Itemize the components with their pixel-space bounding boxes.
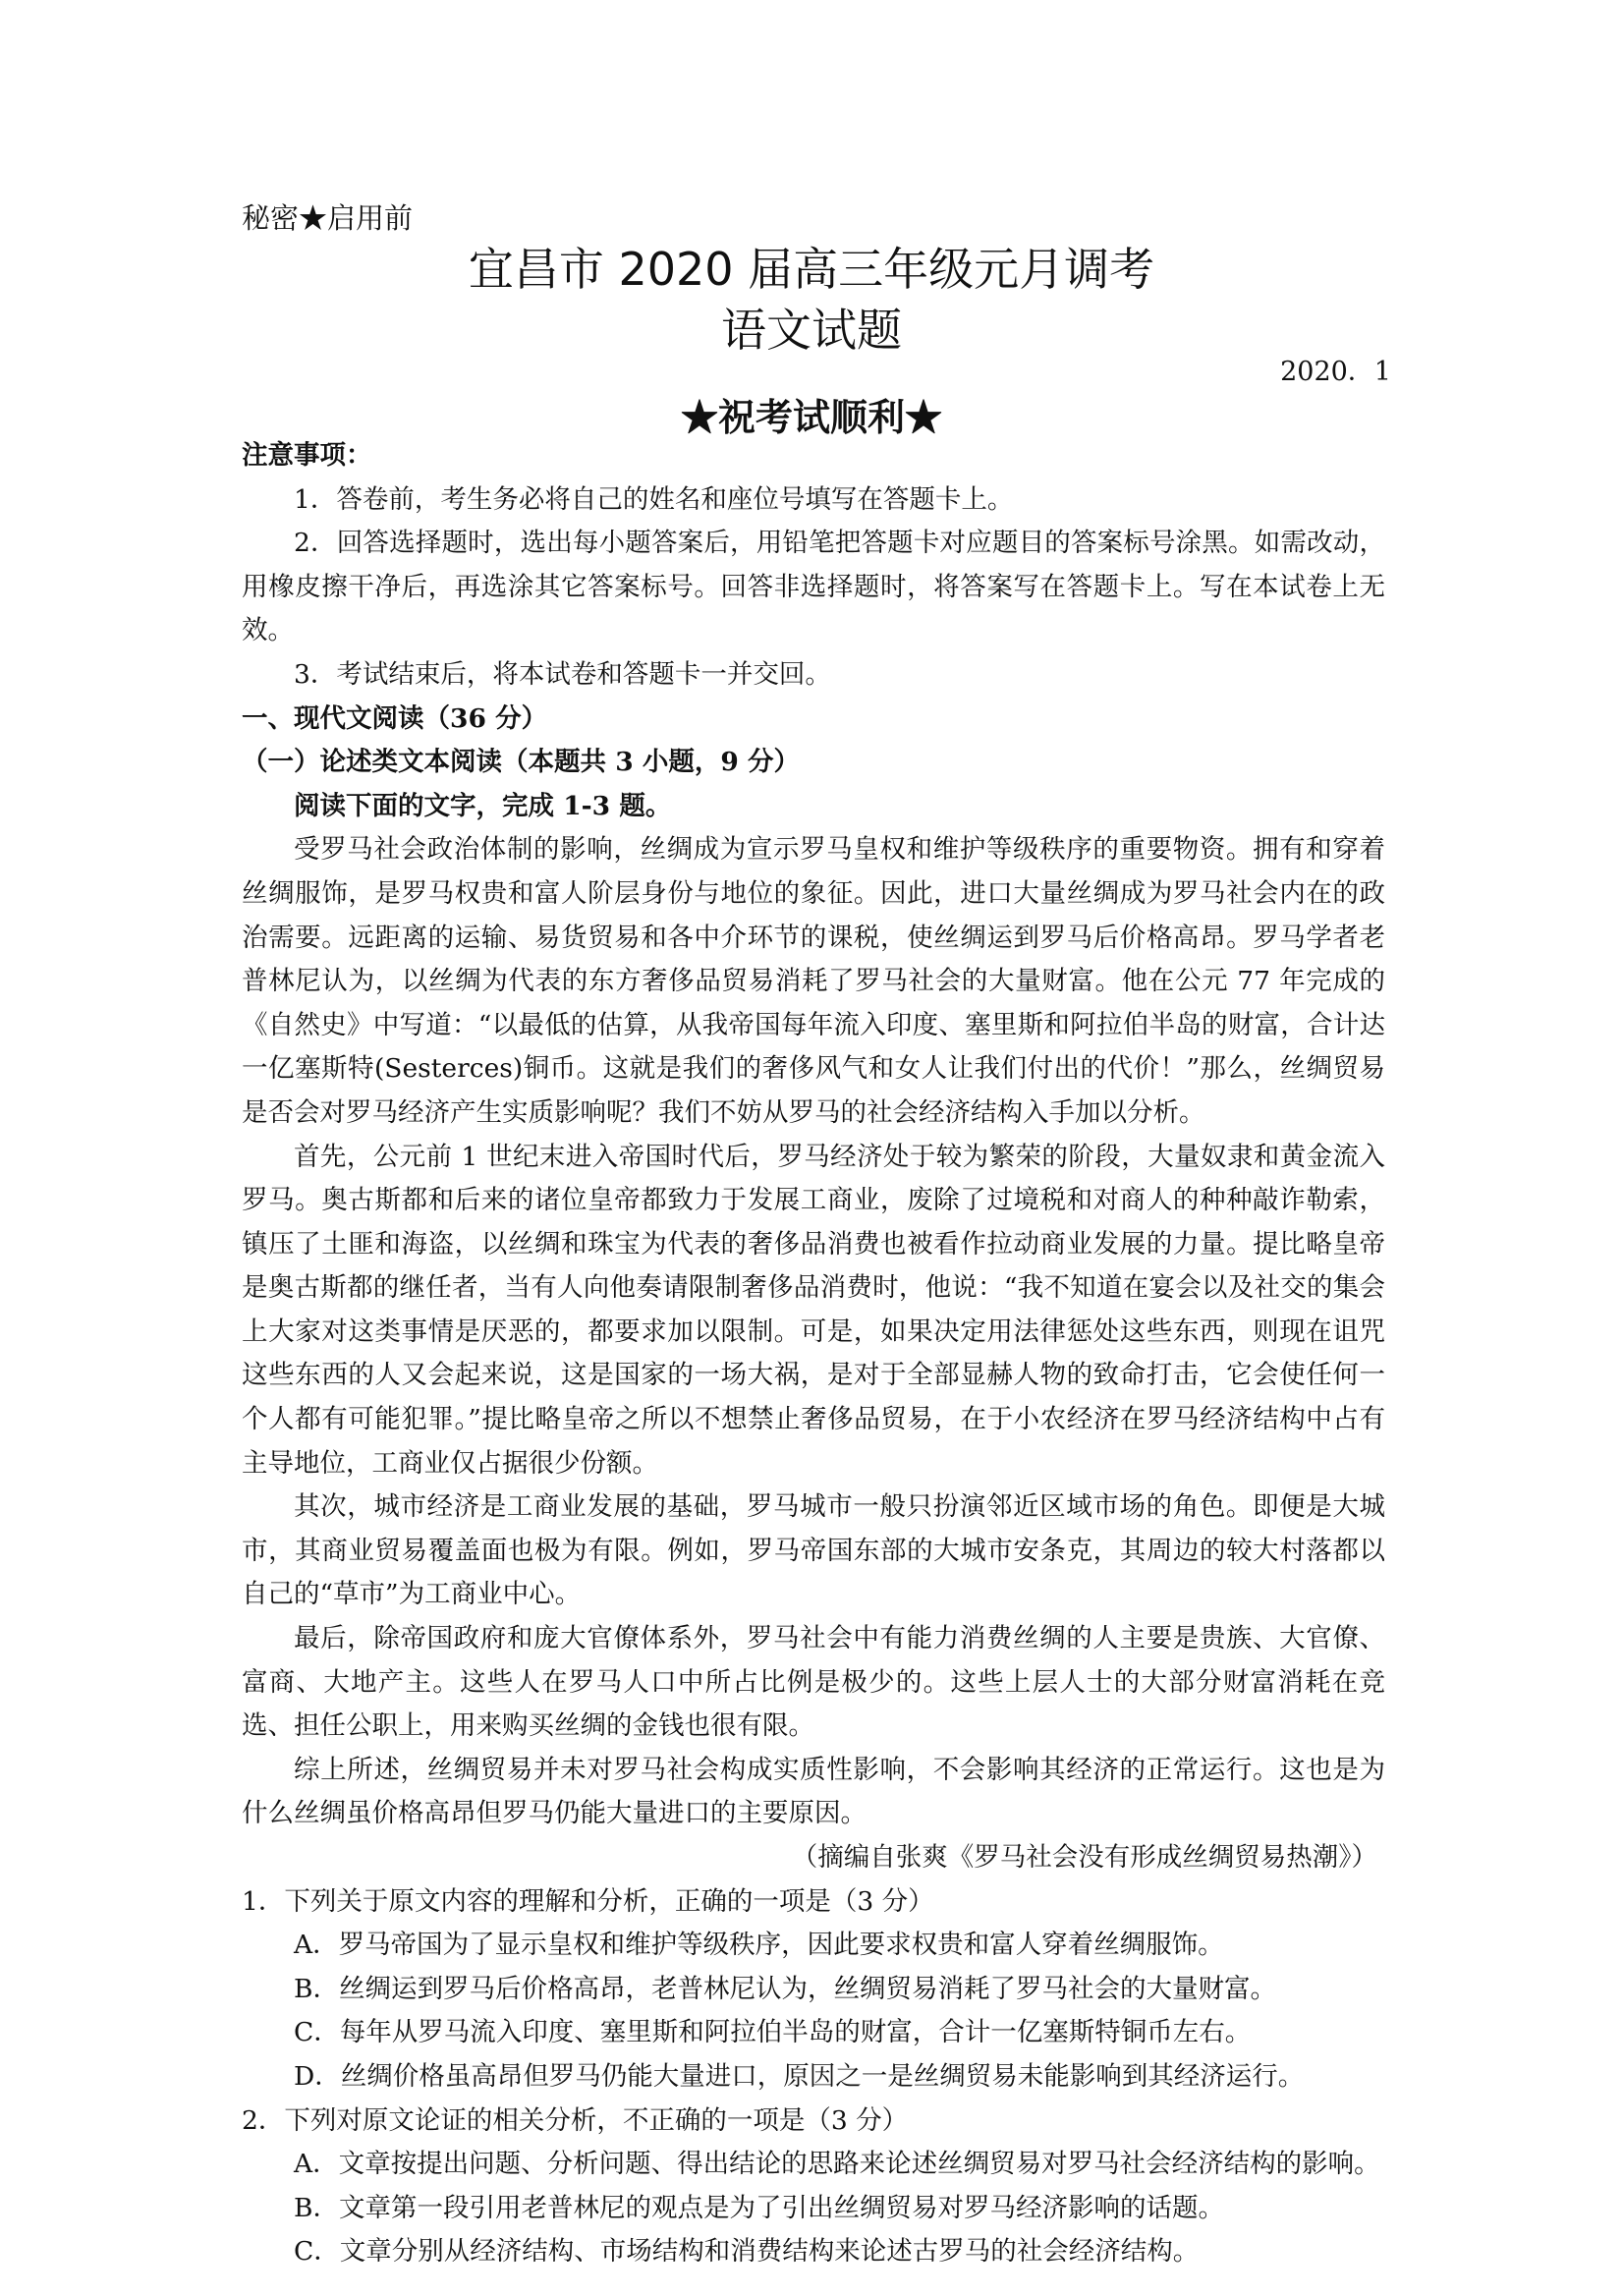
question-option: B．丝绸运到罗马后价格高昂，老普林尼认为，丝绸贸易消耗了罗马社会的大量财富。: [294, 1973, 1276, 2004]
passage-paragraph: 首先，公元前 1 世纪末进入帝国时代后，罗马经济处于较为繁荣的阶段，大量奴隶和黄金流入罗马。奥古斯都和后来的诸位皇帝都致力于发展工商业，废除了过境税和对商人的种种敲诈勒索，镇压了土匪和海盗，以丝绸和珠宝为代表的奢侈品消费也被看作拉动商业发展的力量。提比略皇帝是奥古斯都的继任者，当有人向他奏请限制奢侈品消费时，他说：“我不知道在宴会以及社交的集会上大家对这类事情是厌恶的，都要求加以限制。可是，如果决定用法律惩处这些东西，则现在诅咒这些东西的人又会起来说，这是国家的一场大祸，是对于全部显赫人物的致命打击，它会使任何一个人都有可能犯罪。”提比略皇帝之所以不想禁止奢侈品贸易，在于小农经济在罗马经济结构中占有主导地位，工商业仅占据很少份额。: [242, 1141, 1385, 1479]
reading-instruction: 阅读下面的文字，完成 1-3 题。: [294, 790, 672, 821]
question-option: A．文章按提出问题、分析问题、得出结论的思路来论述丝绸贸易对罗马社会经济结构的影响。: [294, 2149, 1380, 2180]
passage-paragraph: 受罗马社会政治体制的影响，丝绸成为宣示罗马皇权和维护等级秩序的重要物资。拥有和穿着丝绸服饰，是罗马权贵和富人阶层身份与地位的象征。因此，进口大量丝绸成为罗马社会内在的政治需要。远距离的运输、易货贸易和各中介环节的课税，使丝绸运到罗马后价格高昂。罗马学者老普林尼认为，以丝绸为代表的东方奢侈品贸易消耗了罗马社会的大量财富。他在公元 77 年完成的《自然史》中写道：“以最低的估算，从我帝国每年流入印度、塞里斯和阿拉伯半岛的财富，合计达一亿塞斯特(Sesterces)铜币。这就是我们的奢侈风气和女人让我们付出的代价！”那么，丝绸贸易是否会对罗马经济产生实质影响呢？我们不妨从罗马的社会经济结构入手加以分析。: [242, 834, 1385, 1128]
exam-date: 2020．1: [1280, 357, 1391, 387]
notice-item: 1．答卷前，考生务必将自己的姓名和座位号填写在答题卡上。: [294, 483, 1014, 515]
question-stem: 2．下列对原文论证的相关分析，不正确的一项是（3 分）: [242, 2104, 909, 2136]
section-heading: 一、现代文阅读（36 分）: [242, 702, 548, 734]
good-luck-banner: ★祝考试顺利★: [680, 395, 942, 439]
passage-paragraph: 综上所述，丝绸贸易并未对罗马社会构成实质性影响，不会影响其经济的正常运行。这也是为什么丝绸虽价格高昂但罗马仍能大量进口的主要原因。: [242, 1754, 1385, 1829]
question-option: C．每年从罗马流入印度、塞里斯和阿拉伯半岛的财富，合计一亿塞斯特铜币左右。: [294, 2017, 1252, 2048]
passage-source: （摘编自张爽《罗马社会没有形成丝绸贸易热潮》）: [791, 1842, 1377, 1873]
question-option: A．罗马帝国为了显示皇权和维护等级秩序，因此要求权贵和富人穿着丝绸服饰。: [294, 1930, 1224, 1961]
confidential-label: 秘密★启用前: [242, 201, 414, 235]
notice-item: 2．回答选择题时，选出每小题答案后，用铅笔把答题卡对应题目的答案标号涂黑。如需改动，用橡皮擦干净后，再选涂其它答案标号。回答非选择题时，将答案写在答题卡上。写在本试卷上无效。: [242, 528, 1385, 646]
notice-item: 3．考试结束后，将本试卷和答题卡一并交回。: [294, 658, 831, 690]
exam-title: 宜昌市 2020 届高三年级元月调考: [468, 243, 1155, 296]
question-option: B．文章第一段引用老普林尼的观点是为了引出丝绸贸易对罗马经济影响的话题。: [294, 2192, 1224, 2223]
passage-paragraph: 最后，除帝国政府和庞大官僚体系外，罗马社会中有能力消费丝绸的人主要是贵族、大官僚、富商、大地产主。这些人在罗马人口中所占比例是极少的。这些上层人士的大部分财富消耗在竞选、担任公职上，用来购买丝绸的金钱也很有限。: [242, 1623, 1385, 1742]
exam-body: [242, 434, 1385, 2274]
question-option: D．丝绸价格虽高昂但罗马仍能大量进口，原因之一是丝绸贸易未能影响到其经济运行。: [294, 2060, 1305, 2092]
question-option: C．文章分别从经济结构、市场结构和消费结构来论述古罗马的社会经济结构。: [294, 2236, 1200, 2268]
notice-heading: 注意事项：: [242, 440, 372, 471]
subsection-heading: （一）论述类文本阅读（本题共 3 小题，9 分）: [242, 747, 801, 778]
question-stem: 1．下列关于原文内容的理解和分析，正确的一项是（3 分）: [242, 1885, 934, 1917]
exam-subject: 语文试题: [721, 304, 902, 357]
passage-paragraph: 其次，城市经济是工商业发展的基础，罗马城市一般只扮演邻近区域市场的角色。即便是大城市，其商业贸易覆盖面也极为有限。例如，罗马帝国东部的大城市安条克，其周边的较大村落都以自己的“草市”为工商业中心。: [242, 1491, 1385, 1610]
